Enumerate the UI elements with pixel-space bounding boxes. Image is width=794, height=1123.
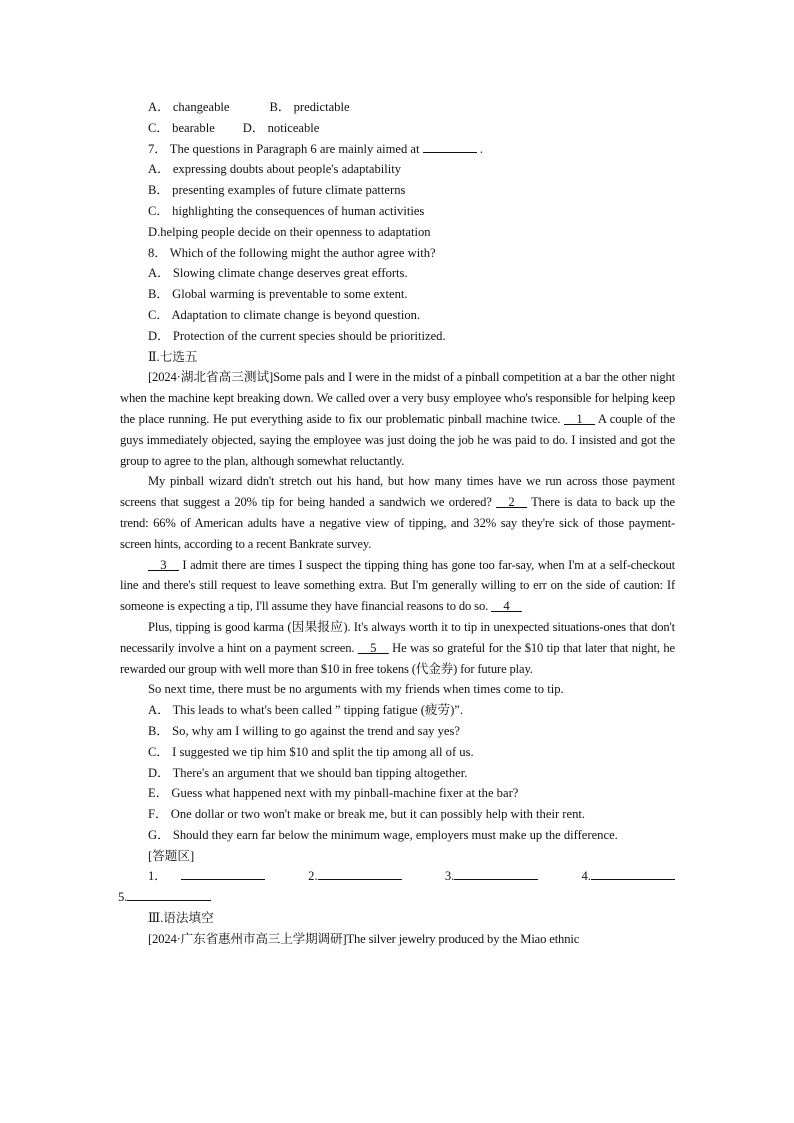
q6-options-ab: [120, 97, 675, 118]
paragraph-1: [120, 367, 675, 471]
paragraph-4: [120, 617, 675, 679]
text: A couple of the guys immediately objected, saying the employee was just doing the job he was paid to do. I insisted and got the group to agree to the plan, although somewhat reluctantly.: [120, 411, 676, 468]
document-page: [120, 97, 675, 950]
answer-5[interactable]: [118, 887, 675, 908]
q7-option-d: D.helping people decide on their openness to adaptation: [148, 224, 431, 239]
answer-row: [120, 866, 675, 887]
option-d: D． noticeable: [242, 120, 320, 135]
blank-3: __3__: [148, 557, 179, 572]
answer-label: 3.: [444, 869, 455, 884]
paragraph-2: [120, 471, 675, 554]
option-c: C． bearable: [148, 120, 215, 135]
answer-2[interactable]: [308, 866, 401, 887]
text: I admit there are times I suspect the tipping thing has gone too far-say, when I'm at a self-checkout line and there's still request to leave something extra. But I'm generally willing to err on the side of caution: If someone is expecting a tip, I'll assume they have financial reasons to do so.: [120, 557, 675, 614]
blank-5: __5__: [357, 640, 389, 655]
option-c: C． I suggested we tip him $10 and split the tip among all of us.: [148, 744, 474, 759]
option-b: B． So, why am I willing to go against the trend and say yes?: [148, 723, 460, 738]
answer-area-label: [答题区]: [148, 848, 195, 863]
text: [2024·湖北省高三测试]Some pals and I were in the midst of a pinball competition at a bar the other night when the machine kept breaking down. We called over a very busy employee who's responsible for helping keep the place running. He put everything aside to fix our problematic pinball machine twice.: [120, 370, 675, 426]
q8-option-a: A． Slowing climate change deserves great efforts.: [148, 266, 408, 281]
section-2-title: Ⅱ.七选五: [148, 349, 198, 364]
q8-option-c: C． Adaptation to climate change is beyond question.: [148, 307, 421, 322]
answer-label: 1．: [148, 869, 167, 884]
section-3-paragraph: [2024·广东省惠州市高三上学期调研]The silver jewelry produced by the Miao ethnic: [148, 931, 580, 946]
option-f: F． One dollar or two won't make or break me, but it can possibly help with their rent.: [148, 807, 586, 822]
question-end: .: [476, 141, 483, 156]
q8-option-d: D． Protection of the current species should be prioritized.: [148, 328, 446, 343]
answer-label: 2.: [308, 869, 318, 884]
paragraph-5: So next time, there must be no arguments with my friends when times come to tip.: [148, 682, 564, 697]
paragraph-3: [120, 555, 675, 617]
text: Plus, tipping is good karma (因果报应). It's always worth it to tip in unexpected situations-ones that don't necessarily involve a hint on a payment screen.: [120, 619, 675, 655]
blank-2: __2__: [496, 495, 527, 510]
q7-option-b: B． presenting examples of future climate patterns: [148, 183, 406, 198]
answer-3[interactable]: [445, 866, 538, 887]
q7-option-c: C． highlighting the consequences of human activities: [148, 203, 425, 218]
q8-option-b: B． Global warming is preventable to some extent.: [148, 287, 408, 302]
q7-option-a: A． expressing doubts about people's adaptability: [148, 162, 402, 177]
q7-stem: [120, 139, 675, 160]
option-g: G． Should they earn far below the minimum wage, employers must make up the difference.: [148, 827, 618, 842]
q6-options-cd: [120, 118, 675, 139]
answer-label: 4.: [581, 869, 591, 884]
text: He was so grateful for the $10 tip that later that night, he rewarded our group with well more than $10 in free tokens (代金券) for future play.: [120, 640, 675, 676]
answer-label: 5.: [118, 890, 128, 905]
blank-4: __4__: [491, 599, 522, 614]
option-a: A． changeable: [148, 100, 230, 114]
blank-1: __1__: [564, 411, 595, 426]
text: My pinball wizard didn't stretch out his hand, but how many times have we run across those payment screens that suggest a 20% tip for being handed a sandwich we ordered?: [120, 474, 675, 510]
section-3-title: Ⅲ.语法填空: [148, 911, 214, 926]
option-e: E． Guess what happened next with my pinball-machine fixer at the bar?: [148, 786, 519, 801]
answer-4[interactable]: [582, 866, 675, 887]
option-a: A． This leads to what's been called ” tipping fatigue (疲劳)”.: [148, 703, 464, 718]
question-text: 7． The questions in Paragraph 6 are mainly aimed at: [148, 141, 423, 156]
option-d: D． There's an argument that we should ban tipping altogether.: [148, 765, 468, 780]
q8-stem: 8． Which of the following might the author agree with?: [148, 245, 436, 260]
text: There is data to back up the trend: 66% of American adults have a negative view of tipping, and 32% say they're sick of those payment-screen hints, according to a recent Bankrate survey.: [120, 495, 675, 551]
answer-1[interactable]: [148, 866, 265, 887]
option-b: B． predictable: [269, 100, 350, 114]
answer-blank: [423, 140, 477, 153]
